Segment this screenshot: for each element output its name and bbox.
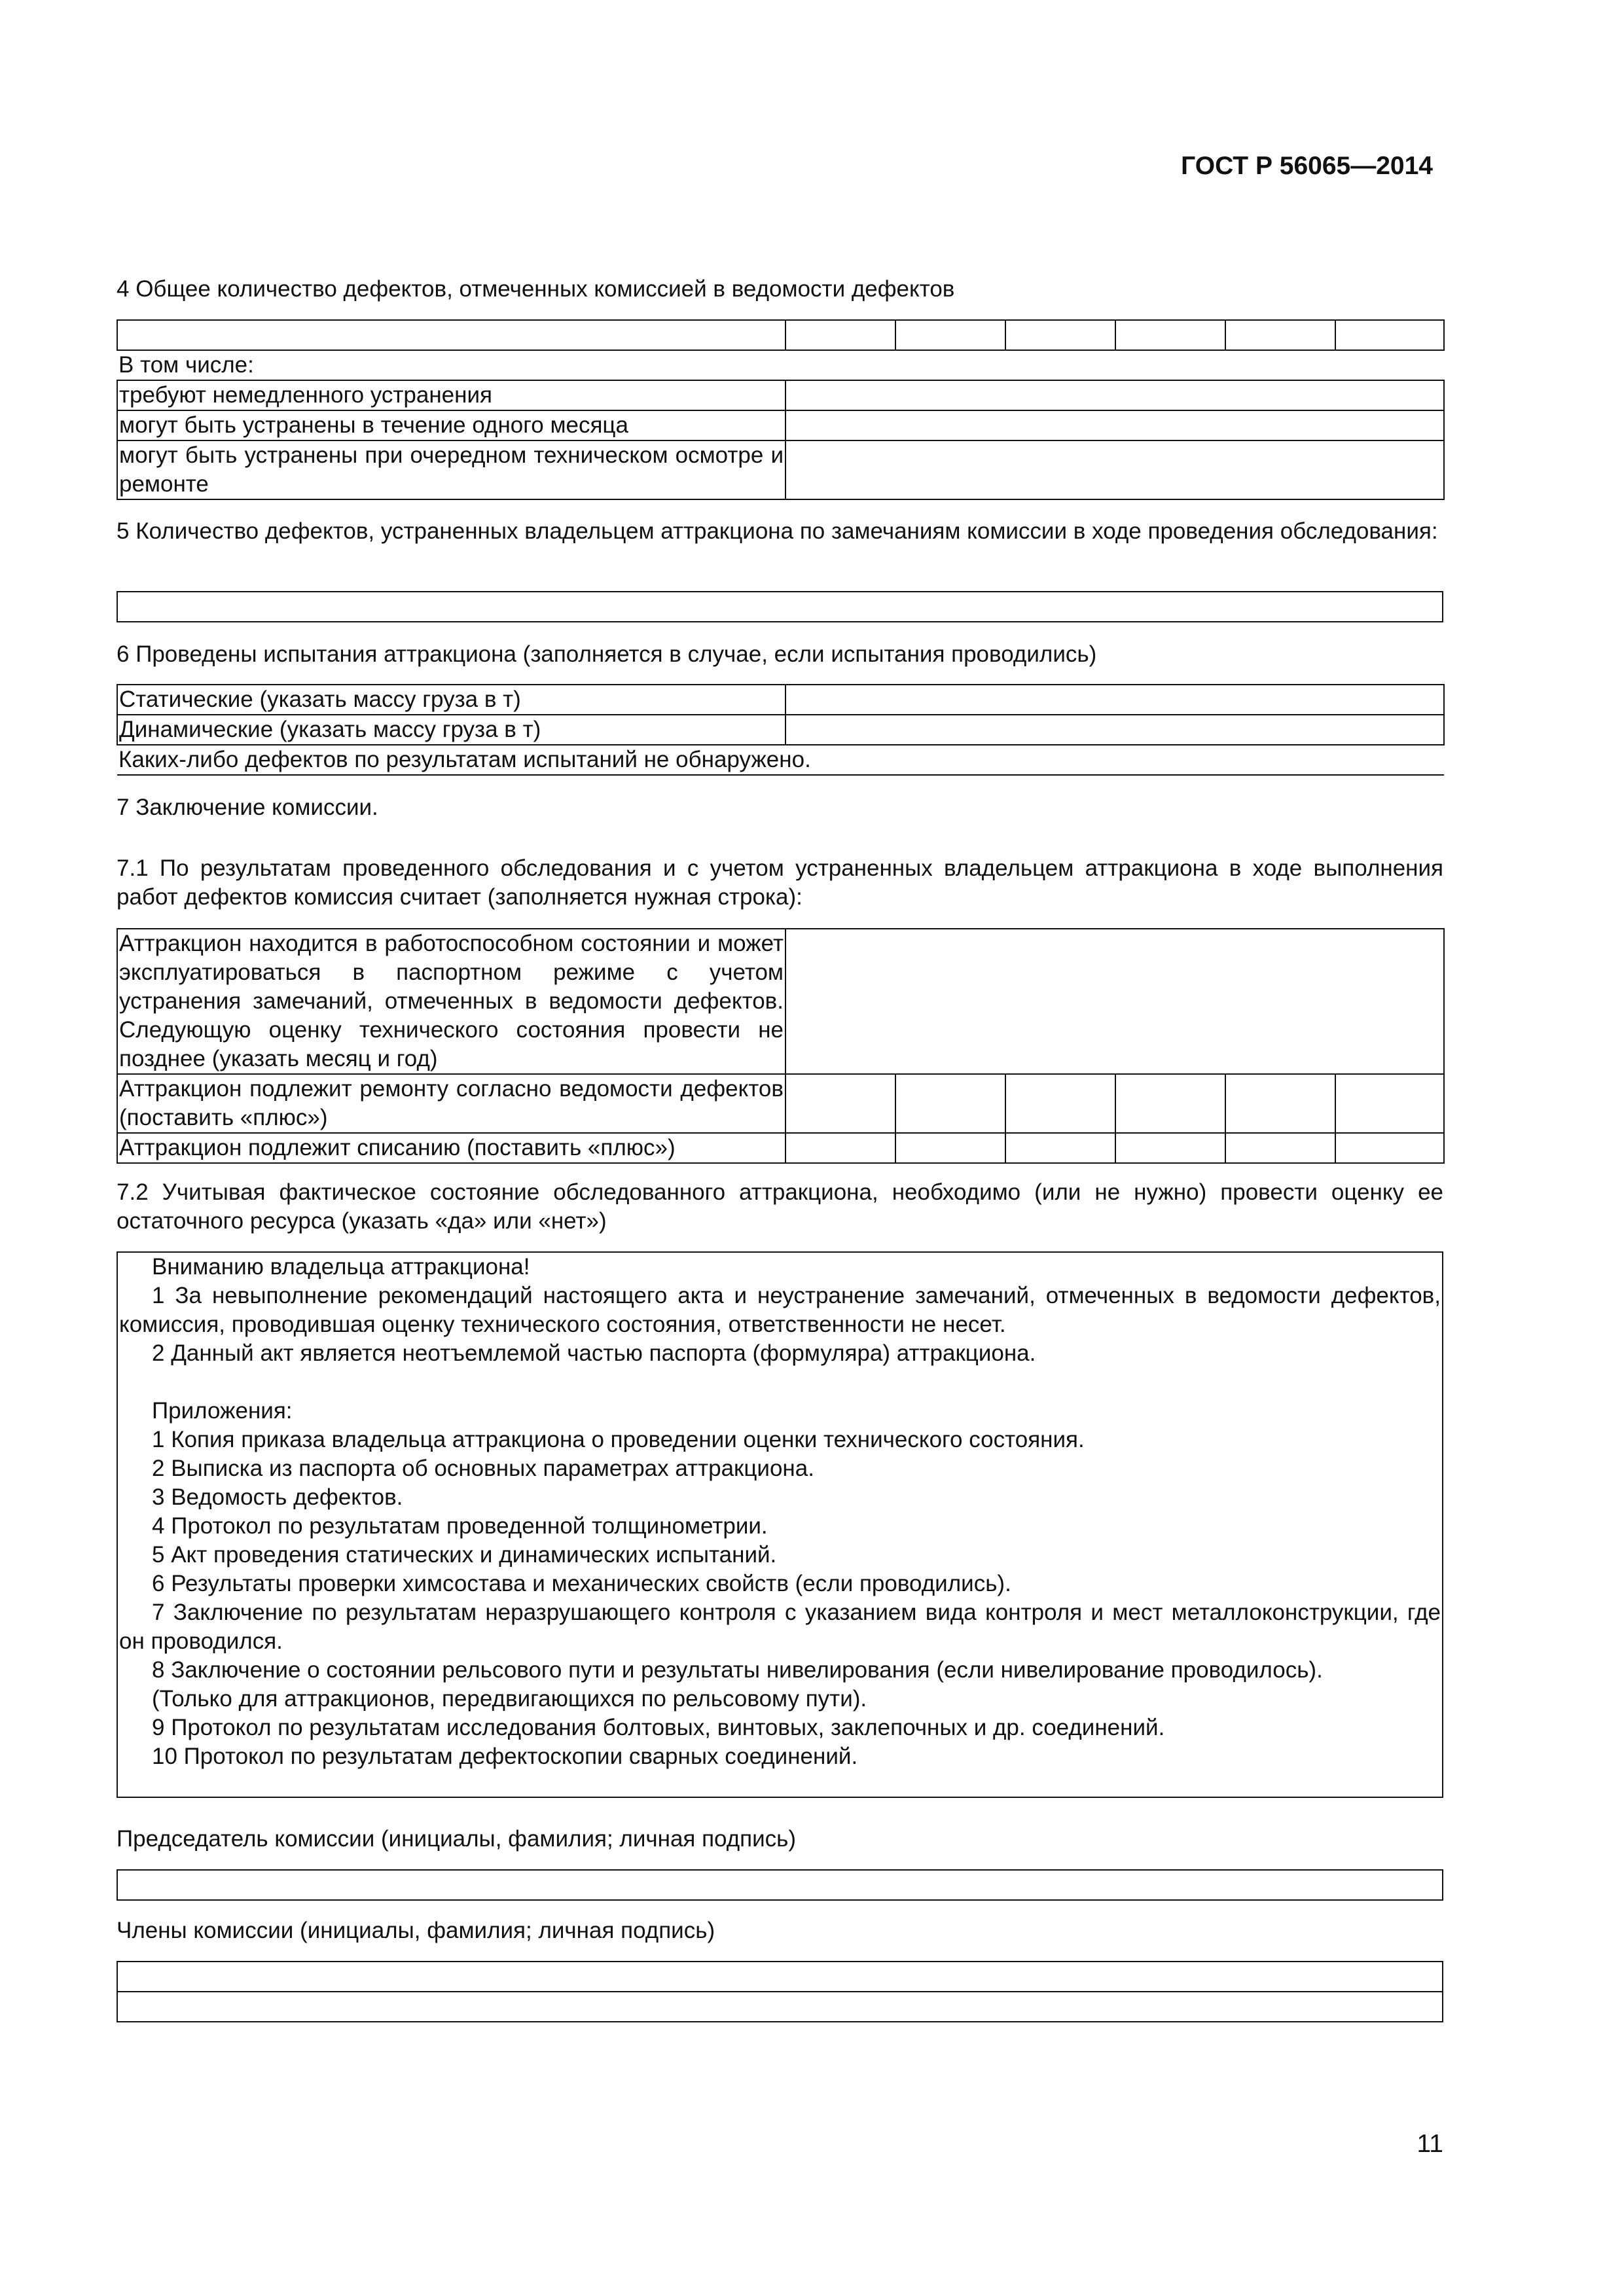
no-defects-note: Каких-либо дефектов по результатам испытаний не обнаружено. <box>117 745 1444 775</box>
member-signature-field[interactable] <box>117 1962 1443 1992</box>
conclusion-table <box>117 928 1445 1164</box>
section-4-title: 4 Общее количество дефектов, отмеченных комиссией в ведомости дефектов <box>117 276 955 302</box>
write-off-cell-4[interactable] <box>1115 1133 1225 1163</box>
eliminated-defects-value[interactable] <box>117 592 1443 622</box>
table-row <box>117 440 1444 499</box>
static-test-value[interactable] <box>785 685 1444 715</box>
repair-label: Аттракцион подлежит ремонту согласно ведомости дефектов (поставить «плюс») <box>117 1074 785 1133</box>
appendix-item: 3 Ведомость дефектов. <box>152 1484 403 1510</box>
defect-category-value[interactable] <box>785 410 1444 440</box>
write-off-cell-1[interactable] <box>785 1133 895 1163</box>
appendix-item: 5 Акт проведения статических и динамических испытаний. <box>152 1542 777 1568</box>
write-off-cell-5[interactable] <box>1225 1133 1335 1163</box>
defect-category-label: могут быть устранены в течение одного месяца <box>117 410 785 440</box>
total-defects-cell-6[interactable] <box>1335 320 1444 350</box>
repair-cell-1[interactable] <box>785 1074 895 1133</box>
table-row <box>117 380 1444 410</box>
spacer <box>119 1368 1441 1397</box>
table-row <box>117 715 1444 745</box>
table-row <box>117 929 1444 1074</box>
appendix-item: 7 Заключение по результатам неразрушающего контроля с указанием вида контроля и мест металлоконструкции, где он проводился. <box>119 1600 1441 1654</box>
appendix-item: (Только для аттракционов, передвигающихся по рельсовому пути). <box>152 1686 867 1712</box>
total-defects-cell-3[interactable] <box>1005 320 1115 350</box>
repair-cell-4[interactable] <box>1115 1074 1225 1133</box>
table-row <box>117 1074 1444 1133</box>
chairman-label: Председатель комиссии (инициалы, фамилия; личная подпись) <box>117 1826 797 1852</box>
page-number: 11 <box>1416 2130 1443 2158</box>
section-7-title: 7 Заключение комиссии. <box>117 795 378 820</box>
table-row <box>117 1870 1443 1900</box>
total-defects-row <box>117 320 1444 350</box>
write-off-cell-6[interactable] <box>1335 1133 1444 1163</box>
repair-cell-3[interactable] <box>1005 1074 1115 1133</box>
table-row <box>117 1962 1443 1992</box>
repair-cell-5[interactable] <box>1225 1074 1335 1133</box>
section-6-title: 6 Проведены испытания аттракциона (заполняется в случае, если испытания проводились) <box>117 641 1097 667</box>
table-row <box>117 410 1444 440</box>
total-defects-cell-4[interactable] <box>1115 320 1225 350</box>
appendices-title: Приложения: <box>152 1398 293 1424</box>
document-number: ГОСТ Р 56065—2014 <box>1181 152 1433 180</box>
appendix-item: 2 Выписка из паспорта об основных параметрах аттракциона. <box>152 1456 814 1481</box>
defects-count-table <box>117 319 1445 500</box>
repair-cell-6[interactable] <box>1335 1074 1444 1133</box>
appendix-item: 9 Протокол по результатам исследования болтовых, винтовых, заклепочных и др. соединений. <box>152 1715 1165 1740</box>
total-defects-cell-2[interactable] <box>895 320 1005 350</box>
section-5-title: 5 Количество дефектов, устраненных владельцем аттракциона по замечаниям комиссии в ходе проведения обследования: <box>117 518 1438 544</box>
eliminated-defects-table <box>117 591 1443 622</box>
defect-category-label: требуют немедленного устранения <box>117 380 785 410</box>
defect-category-label: могут быть устранены при очередном техническом осмотре и ремонте <box>117 440 785 499</box>
appendix-item: 10 Протокол по результатам дефектоскопии сварных соединений. <box>152 1744 858 1769</box>
appendix-item: 8 Заключение о состоянии рельсового пути и результаты нивелирования (если нивелирование проводилось). <box>152 1657 1323 1683</box>
dynamic-test-label: Динамические (указать массу груза в т) <box>117 715 785 745</box>
table-row <box>117 1992 1443 2022</box>
table-row <box>117 1133 1444 1163</box>
members-table <box>117 1961 1443 2022</box>
including-row <box>117 350 1444 380</box>
notice-title: Вниманию владельца аттракциона! <box>152 1254 530 1280</box>
section-7-1-text: 7.1 По результатам проведенного обследования и с учетом устраненных владельцем аттракциона в ходе выполнения работ дефектов комиссия считает (заполняется нужная строка): <box>117 855 1443 910</box>
defect-category-value[interactable] <box>785 380 1444 410</box>
total-defects-cell-1[interactable] <box>785 320 895 350</box>
chairman-signature-field[interactable] <box>117 1870 1443 1900</box>
total-defects-cell-5[interactable] <box>1225 320 1335 350</box>
appendix-item: 1 Копия приказа владельца аттракциона о проведении оценки технического состояния. <box>152 1427 1085 1452</box>
write-off-label: Аттракцион подлежит списанию (поставить «плюс») <box>117 1133 785 1163</box>
notice-item: 2 Данный акт является неотъемлемой частью паспорта (формуляра) аттракциона. <box>152 1340 1036 1366</box>
working-condition-label: Аттракцион находится в работоспособном состоянии и может эксплуатироваться в паспортном режиме с учетом устранения замечаний, отмеченных в ведомости дефектов. Следующую оценку технического состояния провести не позднее (указать месяц и год) <box>117 929 785 1074</box>
repair-cell-2[interactable] <box>895 1074 1005 1133</box>
appendix-item: 4 Протокол по результатам проведенной толщинометрии. <box>152 1513 768 1539</box>
chairman-table <box>117 1869 1443 1901</box>
members-label: Члены комиссии (инициалы, фамилия; личная подпись) <box>117 1918 715 1943</box>
static-test-label: Статические (указать массу груза в т) <box>117 685 785 715</box>
defect-category-value[interactable] <box>785 440 1444 499</box>
table-row <box>117 745 1444 775</box>
write-off-cell-3[interactable] <box>1005 1133 1115 1163</box>
including-label: В том числе: <box>117 350 1444 380</box>
working-condition-value[interactable] <box>785 929 1444 1074</box>
section-7-2-text: 7.2 Учитывая фактическое состояние обследованного аттракциона, необходимо (или не нужно) провести оценку ее остаточного ресурса (указать «да» или «нет») <box>117 1179 1443 1234</box>
owner-notice-box <box>117 1251 1443 1798</box>
appendix-item: 6 Результаты проверки химсостава и механических свойств (если проводились). <box>152 1571 1011 1596</box>
dynamic-test-value[interactable] <box>785 715 1444 745</box>
notice-item: 1 За невыполнение рекомендаций настоящего акта и неустранение замечаний, отмеченных в ведомости дефектов, комиссия, проводившая оценку технического состояния, ответственности не несет. <box>119 1283 1441 1337</box>
table-row <box>117 592 1443 622</box>
table-row <box>117 685 1444 715</box>
member-signature-field[interactable] <box>117 1992 1443 2022</box>
total-defects-label-cell <box>117 320 785 350</box>
write-off-cell-2[interactable] <box>895 1133 1005 1163</box>
tests-table <box>117 684 1445 776</box>
